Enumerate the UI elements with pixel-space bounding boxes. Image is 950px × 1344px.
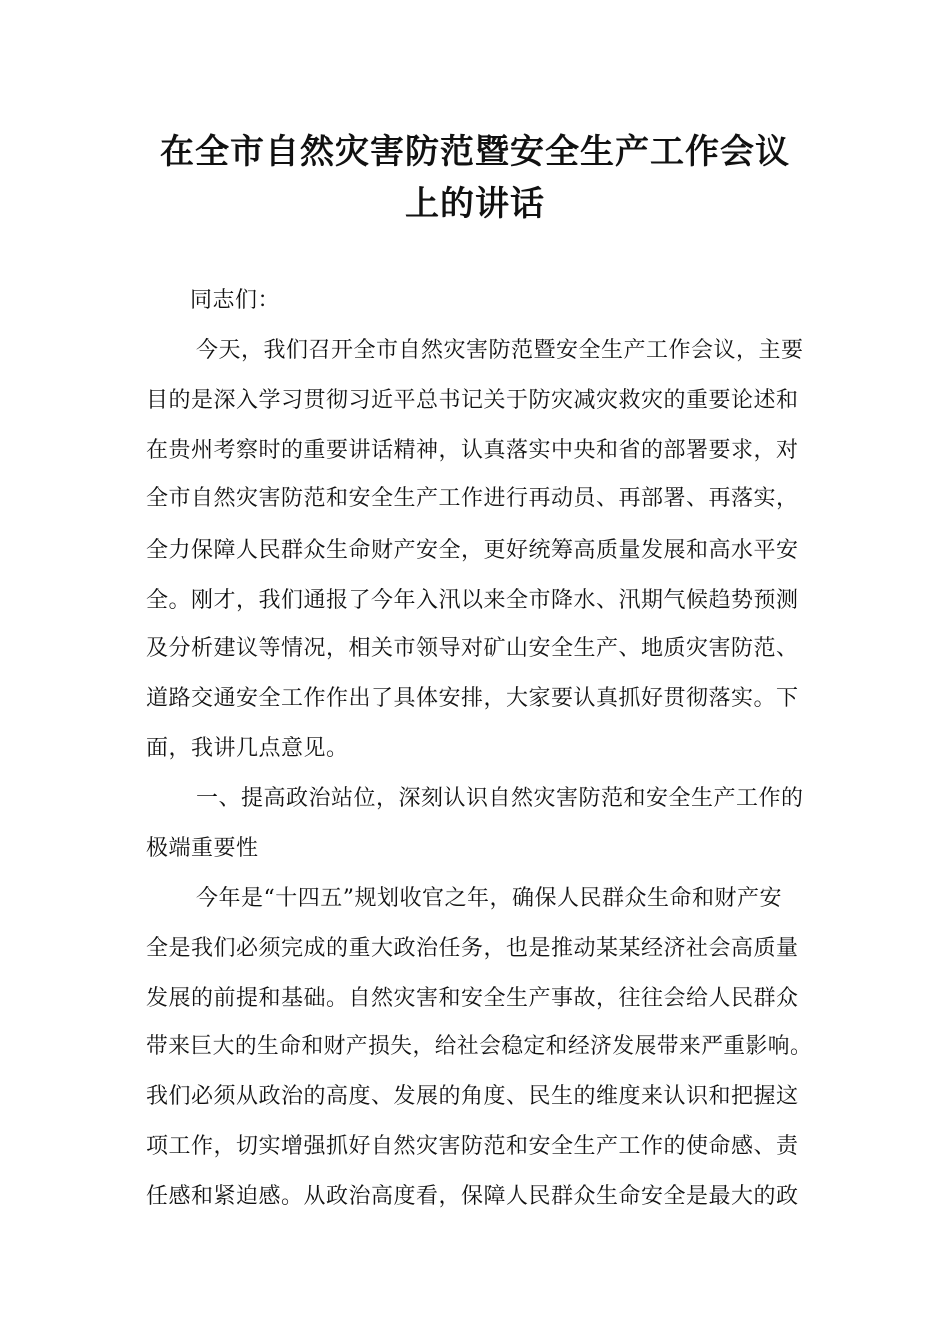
paragraph-line: 及分析建议等情况，相关市领导对矿山安全生产、地质灾害防范、 bbox=[146, 636, 799, 661]
section-heading-line: 一、提高政治站位，深刻认识自然灾害防范和安全生产工作的 bbox=[196, 786, 804, 811]
paragraph-line: 任感和紧迫感。从政治高度看，保障人民群众生命安全是最大的政 bbox=[146, 1184, 799, 1209]
paragraph-line: 全市自然灾害防范和安全生产工作进行再动员、再部署、再落实， bbox=[146, 486, 799, 511]
paragraph-line: 全是我们必须完成的重大政治任务，也是推动某某经济社会高质量 bbox=[146, 936, 799, 961]
paragraph-line: 面，我讲几点意见。 bbox=[146, 736, 349, 761]
salutation: 同志们： bbox=[190, 288, 281, 313]
document-title-line-2: 上的讲话 bbox=[405, 184, 545, 224]
document-title-line-1: 在全市自然灾害防范暨安全生产工作会议 bbox=[160, 132, 790, 172]
section-heading-line: 极端重要性 bbox=[146, 836, 259, 861]
paragraph-line: 今年是“十四五”规划收官之年，确保人民群众生命和财产安 bbox=[196, 886, 782, 911]
paragraph-line: 项工作，切实增强抓好自然灾害防范和安全生产工作的使命感、责 bbox=[146, 1134, 799, 1159]
paragraph-line: 我们必须从政治的高度、发展的角度、民生的维度来认识和把握这 bbox=[146, 1084, 799, 1109]
paragraph-line: 全。刚才，我们通报了今年入汛以来全市降水、汛期气候趋势预测 bbox=[146, 588, 799, 613]
paragraph-line: 带来巨大的生命和财产损失，给社会稳定和经济发展带来严重影响。 bbox=[146, 1034, 813, 1059]
paragraph-line: 道路交通安全工作作出了具体安排，大家要认真抓好贯彻落实。下 bbox=[146, 686, 799, 711]
paragraph-line: 全力保障人民群众生命财产安全，更好统筹高质量发展和高水平安 bbox=[146, 538, 799, 563]
paragraph-line: 目的是深入学习贯彻习近平总书记关于防灾减灾救灾的重要论述和 bbox=[146, 388, 799, 413]
paragraph-line: 发展的前提和基础。自然灾害和安全生产事故，往往会给人民群众 bbox=[146, 986, 799, 1011]
paragraph-line: 在贵州考察时的重要讲话精神，认真落实中央和省的部署要求，对 bbox=[146, 438, 799, 463]
paragraph-line: 今天，我们召开全市自然灾害防范暨安全生产工作会议，主要 bbox=[196, 338, 804, 363]
